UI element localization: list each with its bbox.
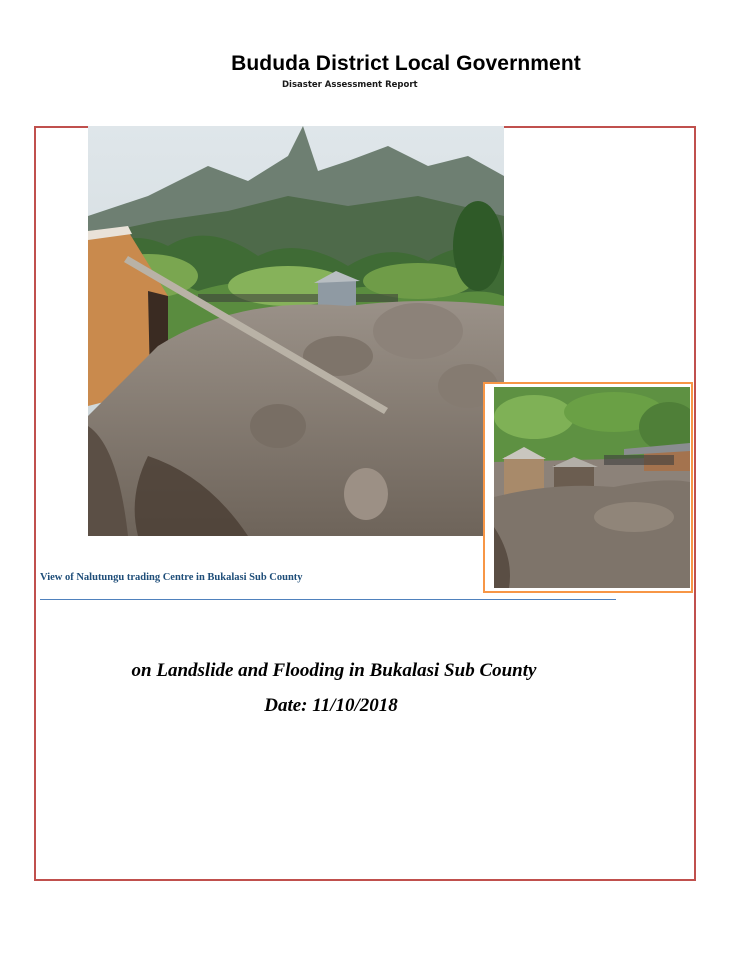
- page-title: Bududa District Local Government: [231, 52, 581, 75]
- caption-divider: [40, 599, 616, 600]
- report-title: on Landslide and Flooding in Bukalasi Sub County: [131, 660, 537, 681]
- report-date: Date: 11/10/2018: [264, 695, 398, 716]
- inset-photo: [494, 387, 690, 588]
- landslide-mudflow-photo-icon: [88, 126, 504, 536]
- page-subtitle: Disaster Assessment Report: [282, 80, 418, 90]
- buried-houses-photo-icon: [494, 387, 690, 588]
- main-photo: [88, 126, 504, 536]
- figure-caption: View of Nalutungu trading Centre in Bukalasi Sub County: [40, 572, 303, 583]
